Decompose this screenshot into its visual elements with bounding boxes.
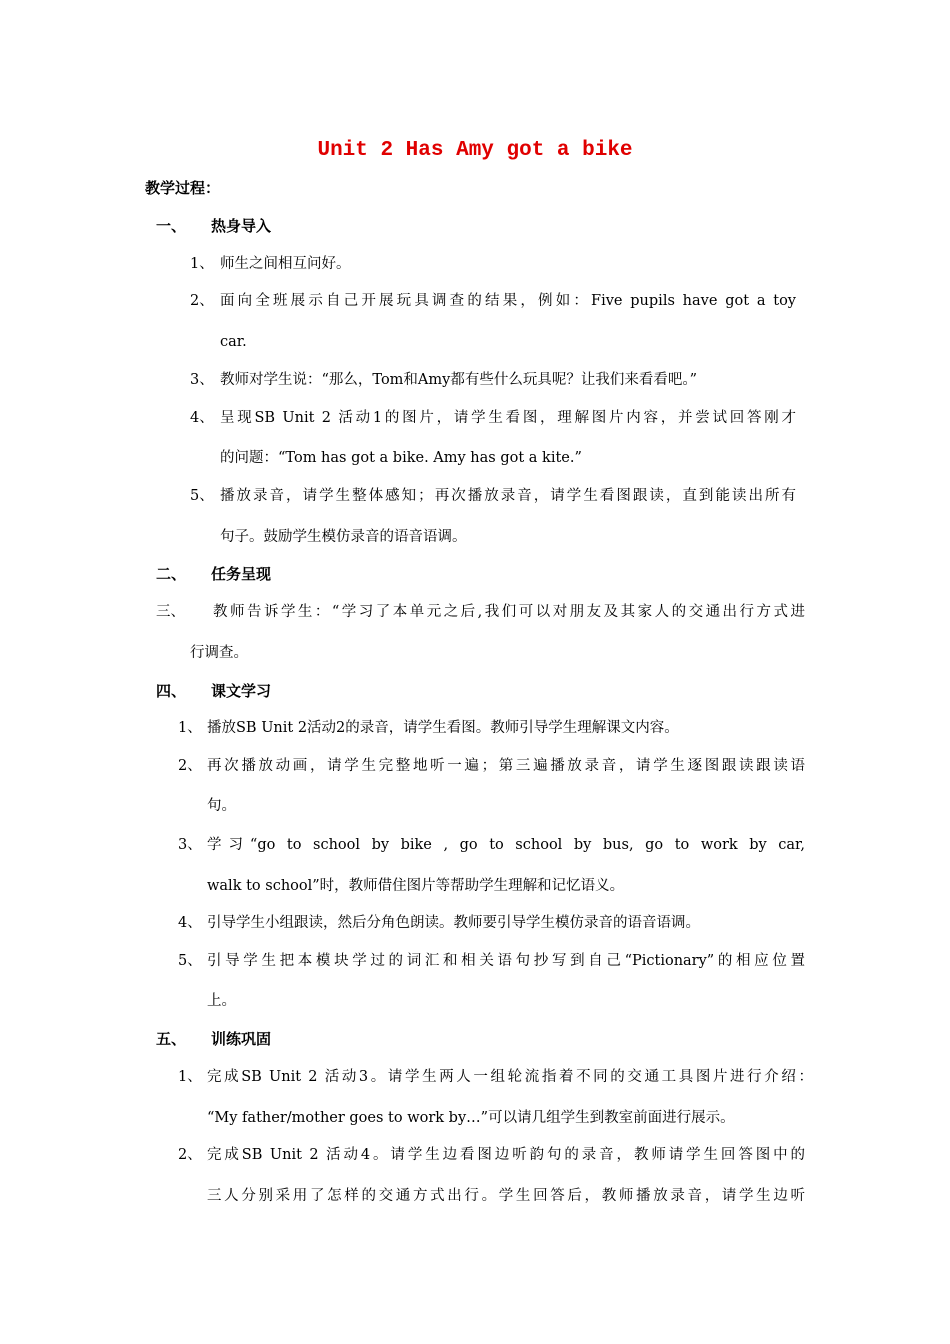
item-text: 播放SB Unit 2活动2的录音，请学生看图。教师引导学生理解课文内容。: [207, 720, 679, 736]
item-text: 句。: [207, 798, 236, 814]
item-text: 教师对学生说：“那么，Tom和Amy都有些什么玩具呢？让我们来看看吧。”: [220, 372, 698, 388]
item-text: “My father/mother goes to work by…”可以请几组学生到教室前面进行展示。: [207, 1110, 735, 1126]
item-number: 5、: [190, 488, 214, 504]
document-subtitle: 教学过程：: [145, 179, 221, 197]
item-number: 5、: [178, 953, 202, 969]
item-text: 再次播放动画，请学生完整地听一遍；第三遍播放录音，请学生逐图跟读跟读语: [207, 758, 805, 774]
item-number: 2、: [178, 1147, 202, 1163]
section-title: 任务呈现: [211, 565, 272, 583]
section-number: 五、: [156, 1030, 187, 1048]
item-number: 4、: [178, 915, 202, 931]
item-text: walk to school”时，教师借住图片等帮助学生理解和记忆语义。: [207, 878, 625, 894]
section-number: 四、: [156, 682, 187, 700]
item-text: 播放录音，请学生整体感知；再次播放录音，请学生看图跟读，直到能读出所有: [220, 488, 796, 504]
item-text: 上。: [207, 993, 236, 1009]
section-number: 三、: [156, 604, 185, 620]
document-title: Unit 2 Has Amy got a bike: [317, 139, 633, 162]
item-text: 面向全班展示自己开展玩具调查的结果，例如：Five pupils have got a toy: [220, 293, 796, 309]
item-number: 1、: [178, 720, 202, 736]
item-number: 1、: [190, 256, 214, 272]
item-text: 师生之间相互问好。: [220, 256, 351, 272]
item-text: 完成SB Unit 2 活动4。请学生边看图边听韵句的录音，教师请学生回答图中的: [207, 1147, 805, 1163]
section-number: 二、: [156, 565, 187, 583]
item-number: 2、: [190, 293, 214, 309]
item-number: 2、: [178, 758, 202, 774]
item-number: 4、: [190, 410, 214, 426]
paragraph-text: 教师告诉学生：“学习了本单元之后,我们可以对朋友及其家人的交通出行方式进: [213, 604, 805, 620]
paragraph-text: 行调查。: [190, 645, 248, 661]
section-title: 热身导入: [211, 217, 272, 235]
section-title: 课文学习: [211, 682, 272, 700]
item-text: 引导学生小组跟读，然后分角色朗读。教师要引导学生模仿录音的语音语调。: [207, 915, 700, 931]
section-title: 训练巩固: [211, 1030, 272, 1048]
item-number: 3、: [190, 372, 214, 388]
item-text: 引导学生把本模块学过的词汇和相关语句抄写到自己“Pictionary”的相应位置: [207, 953, 805, 969]
item-text: 的问题：“Tom has got a bike. Amy has got a kite.”: [220, 450, 582, 466]
item-number: 3、: [178, 837, 202, 853]
item-text: 三人分别采用了怎样的交通方式出行。学生回答后，教师播放录音，请学生边听: [207, 1188, 805, 1204]
item-text: 学习“go to school by bike , go to school by bus, go to work by car,: [207, 837, 805, 853]
item-text: 句子。鼓励学生模仿录音的语音语调。: [220, 529, 467, 545]
section-number: 一、: [156, 217, 187, 235]
item-text: 呈现SB Unit 2 活动1的图片，请学生看图，理解图片内容，并尝试回答刚才: [220, 410, 796, 426]
item-text: car.: [220, 334, 247, 350]
item-text: 完成SB Unit 2 活动3。请学生两人一组轮流指着不同的交通工具图片进行介绍：: [207, 1069, 813, 1085]
item-number: 1、: [178, 1069, 202, 1085]
